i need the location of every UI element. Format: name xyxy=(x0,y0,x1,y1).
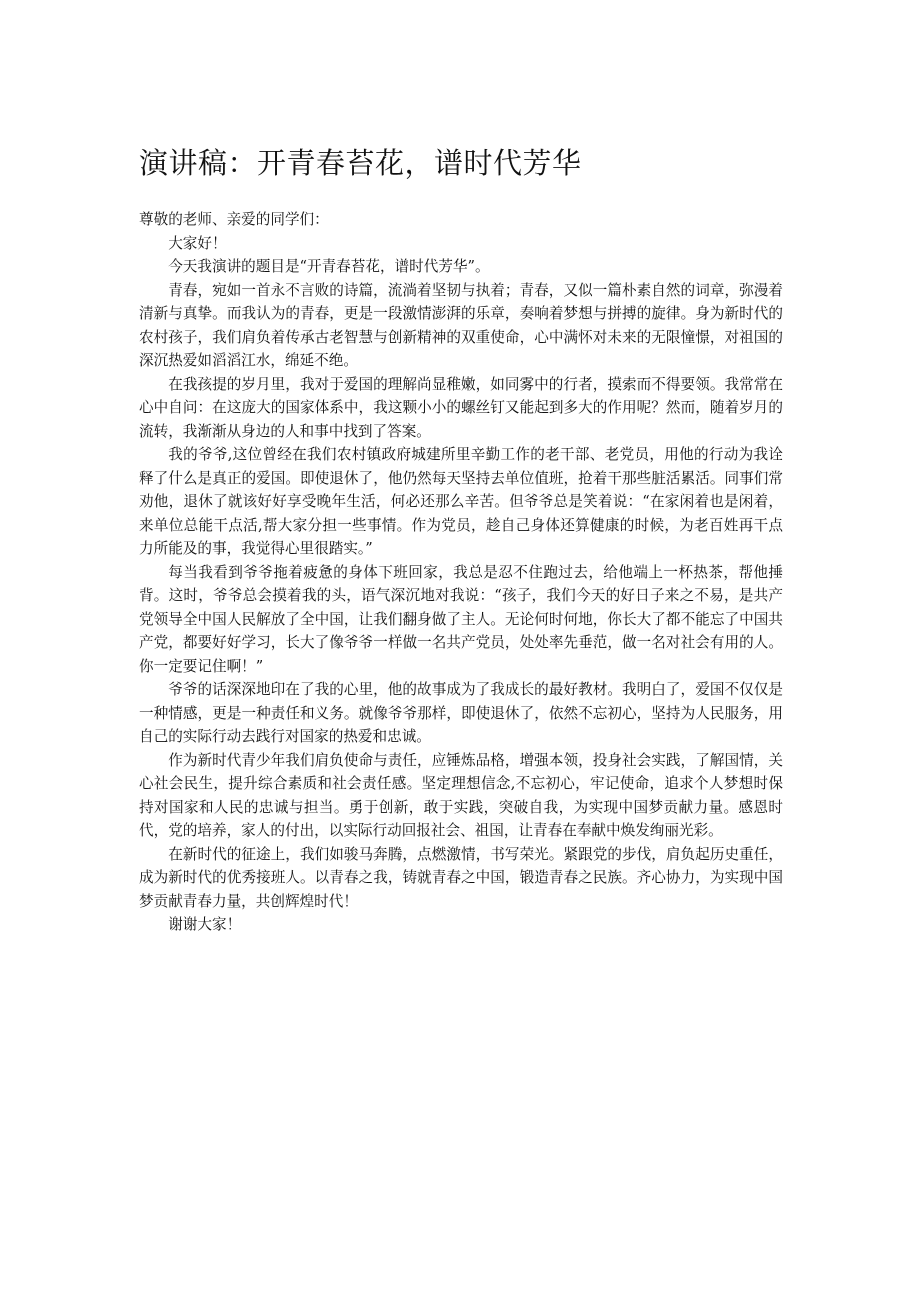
paragraph-youth: 青春，宛如一首永不言败的诗篇，流淌着坚韧与执着；青春，又似一篇朴素自然的词章，弥漫着清新与真挚。而我认为的青春，更是一段激情澎湃的乐章，奏响着梦想与拼搏的旋律。身为新时代的农村孩子，我们肩负着传承古老智慧与创新精神的双重使命，心中满怀对未来的无限憧憬，对祖国的深沉热爱如滔滔江水，绵延不绝。 xyxy=(139,281,783,369)
paragraph-mission: 作为新时代青少年我们肩负使命与责任，应锤炼品格，增强本领，投身社会实践，了解国情，关心社会民生，提升综合素质和社会责任感。坚定理想信念,不忘初心，牢记使命，追求个人梦想时保持对国家和人民的忠诚与担当。勇于创新，敢于实践，突破自我，为实现中国梦贡献力量。感恩时代，党的培养，家人的付出，以实际行动回报社会、祖国，让青春在奉献中焕发绚丽光彩。 xyxy=(139,751,783,839)
paragraph-lesson: 爷爷的话深深地印在了我的心里，他的故事成为了我成长的最好教材。我明白了，爱国不仅仅是一种情感，更是一种责任和义务。就像爷爷那样，即使退休了，依然不忘初心，坚持为人民服务，用自己的实际行动去践行对国家的热爱和忠诚。 xyxy=(139,681,783,745)
document-page xyxy=(139,140,783,937)
paragraph-topic: 今天我演讲的题目是“开青春苔花，谱时代芳华”。 xyxy=(168,258,490,275)
paragraph-new-era: 在新时代的征途上，我们如骏马奔腾，点燃激情，书写荣光。紧跟党的步伐，肩负起历史重任，成为新时代的优秀接班人。以青春之我，铸就青春之中国，锻造青春之民族。齐心协力，为实现中国梦贡献青春力量，共创辉煌时代！ xyxy=(139,845,783,910)
paragraph-grandfather-words: 每当我看到爷爷拖着疲惫的身体下班回家，我总是忍不住跑过去，给他端上一杯热茶，帮他捶背。这时，爷爷总会摸着我的头，语气深沉地对我说：“孩子，我们今天的好日子来之不易，是共产党领导全中国人民解放了全中国，让我们翻身做了主人。无论何时何地，你长大了都不能忘了中国共产党，都要好好学习，长大了像爷爷一样做一名共产党员，处处率先垂范，做一名对社会有用的人。你一定要记住啊！” xyxy=(139,563,783,675)
paragraph-childhood: 在我孩提的岁月里，我对于爱国的理解尚显稚嫩，如同雾中的行者，摸索而不得要领。我常常在心中自问：在这庞大的国家体系中，我这颗小小的螺丝钉又能起到多大的作用呢？然而，随着岁月的流转，我渐渐从身边的人和事中找到了答案。 xyxy=(139,375,783,440)
paragraph-hello: 大家好！ xyxy=(168,234,227,252)
paragraph-grandfather: 我的爷爷,这位曾经在我们农村镇政府城建所里辛勤工作的老干部、老党员，用他的行动为我诠释了什么是真正的爱国。即使退休了，他仍然每天坚持去单位值班，抢着干那些脏活累活。同事们常劝他，退休了就该好好享受晚年生活，何必还那么辛苦。但爷爷总是笑着说：“在家闲着也是闲着，来单位总能干点活,帮大家分担一些事情。作为党员，趁自己身体还算健康的时候，为老百姓再干点力所能及的事，我觉得心里很踏实。” xyxy=(139,446,783,557)
greeting-line: 尊敬的老师、亲爱的同学们： xyxy=(139,211,329,228)
document-title: 演讲稿：开青春苔花，谱时代芳华 xyxy=(139,146,582,180)
paragraph-thanks: 谢谢大家！ xyxy=(168,916,242,933)
